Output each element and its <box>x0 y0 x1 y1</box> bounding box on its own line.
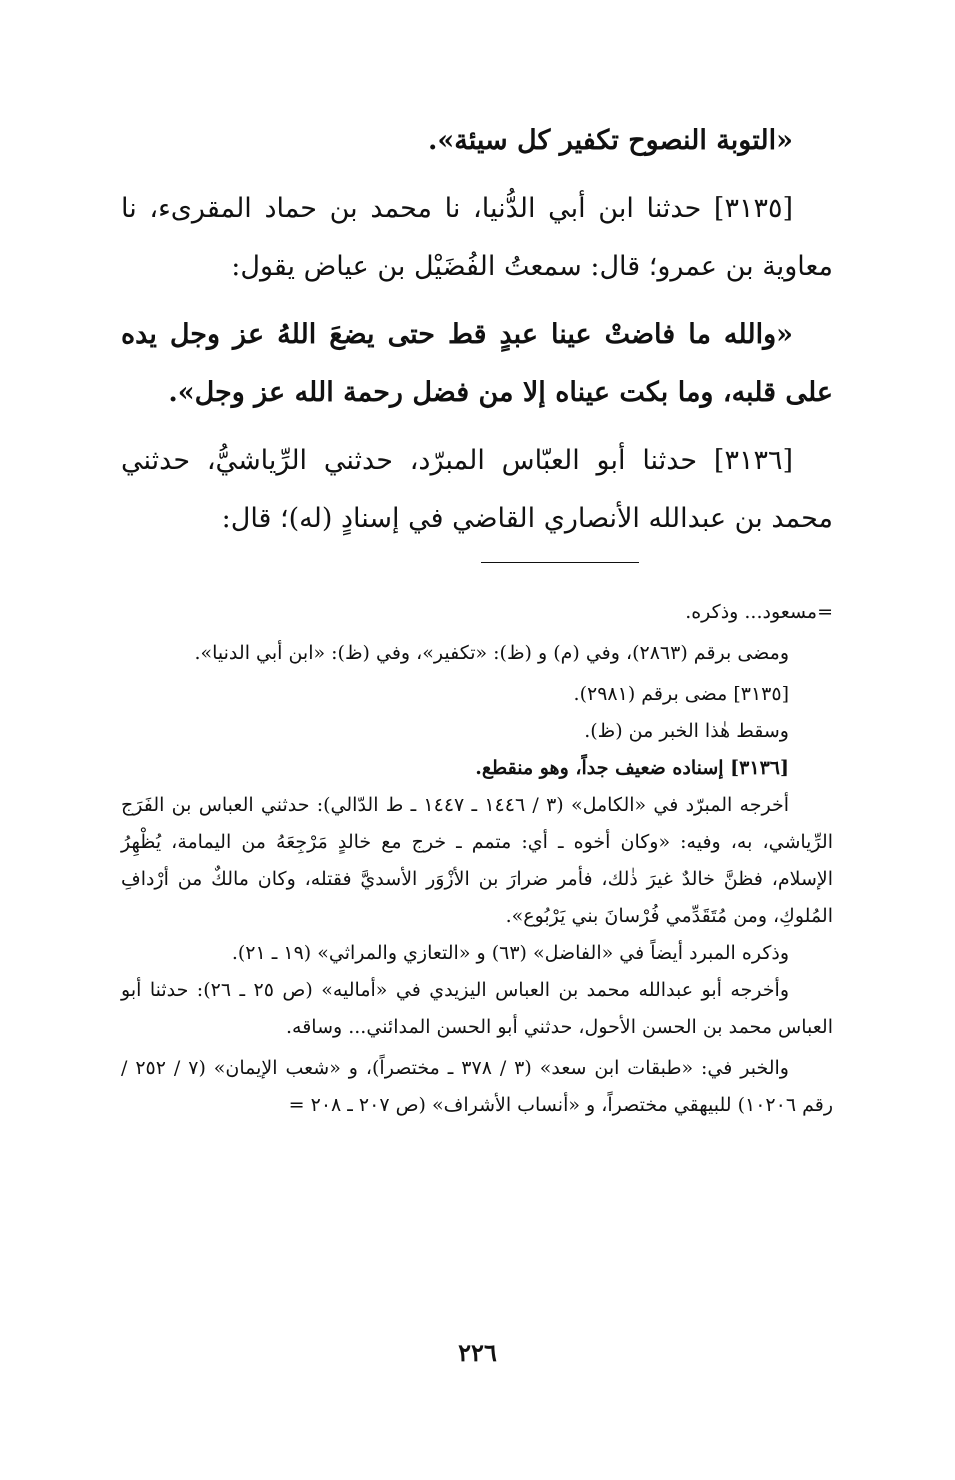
hadith-3136-isnad: [٣١٣٦] حدثنا أبو العبّاس المبرّد، حدثني الرِّياشيُّ، حدثني محمد بن عبدالله الأنصاري القاضي في إسنادٍ (له)؛ قال: <box>121 445 833 534</box>
main-text <box>121 112 833 548</box>
footnote-3136: [٣١٣٦] إسناده ضعيف جداً، وهو منقطع. <box>475 757 789 779</box>
footnote-line: أخرجه المبرّد في «الكامل» (٣ / ١٤٤٦ ـ ١٤٤٧ ـ ط الدّالي): حدثني العباس بن الفَرَج الرِّياشي، به، وفيه: «وكان أخوه ـ أي: متمم ـ خرج مع خالدٍ مَرْجِعَهُ من اليمامة، يُظْهِرُ الإسلام، فظنَّ خالدٌ غيرَ ذٰلك، فأمر ضرارَ بن الأزْوَر الأسديَّ فقتله، وكان مالكٌ من أرْدافِ المُلوكِ، ومن مُتَقَدِّمي فُرْسانَ بني يَرْبُوع». <box>121 794 833 927</box>
footnote-line: وسقط هٰذا الخبر من (ظ). <box>584 720 789 742</box>
hadith-3135-isnad: [٣١٣٥] حدثنا ابن أبي الدُّنيا، نا محمد بن حماد المقرىء، نا معاوية بن عمرو؛ قال: سمعتُ الفُضَيْل بن عياض يقول: <box>121 193 833 282</box>
quote-fudayl: «والله ما فاضتْ عينا عبدٍ قط حتى يضعَ اللهُ عز وجل يده على قلبه، وما بكت عيناه إلا من فضل رحمة الله عز وجل». <box>121 319 833 408</box>
footnote-line: وأخرجه أبو عبدالله محمد بن العباس اليزيدي في «أماليه» (ص ٢٥ ـ ٢٦): حدثنا أبو العباس محمد بن الحسن الأحول، حدثني أبو الحسن المدائني... وساقه. <box>121 979 833 1038</box>
footnote-continuation: =مسعود... وذكره. <box>685 601 833 623</box>
footnote-line: ومضى برقم (٢٨٦٣)، وفي (م) و (ظ): «تكفير»، وفي (ظ): «ابن أبي الدنيا». <box>194 642 789 664</box>
footnote-separator <box>481 562 639 563</box>
quote-tawba: «التوبة النصوح تكفير كل سيئة». <box>427 125 793 156</box>
footnotes <box>121 594 833 1124</box>
footnote-line: والخبر في: «طبقات ابن سعد» (٣ / ٣٧٨ ـ مختصراً)، و «شعب الإيمان» (٧ / ٢٥٢ / رقم ١٠٢٠٦) للبيهقي مختصراً، و «أنساب الأشراف» (ص ٢٠٧ ـ ٢٠٨ = <box>121 1057 833 1116</box>
page-number: ٢٢٦ <box>458 1338 497 1367</box>
footnote-3135: [٣١٣٥] مضى برقم (٢٩٨١). <box>573 683 789 705</box>
footnote-line: وذكره المبرد أيضاً في «الفاضل» (٦٣) و «التعازي والمراثي» (١٩ ـ ٢١). <box>231 942 789 964</box>
